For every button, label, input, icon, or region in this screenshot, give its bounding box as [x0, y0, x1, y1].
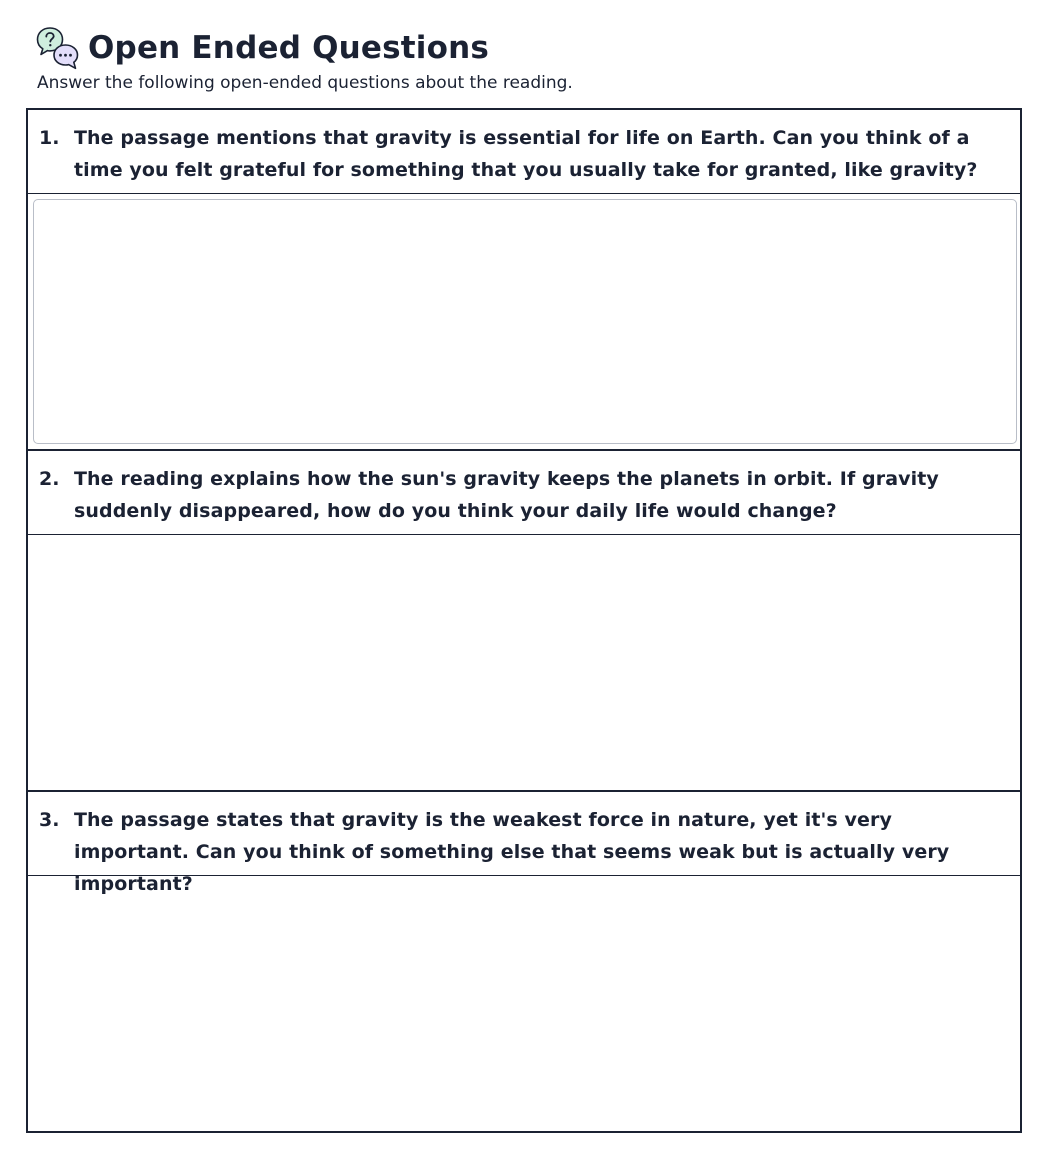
question-header [28, 110, 1020, 194]
answer-input-3[interactable] [28, 876, 1020, 1131]
question-text: The reading explains how the sun's gravity keeps the planets in orbit. If gravity suddenly disappeared, how do you think your daily life would change? [74, 468, 939, 522]
question-3 [28, 792, 1020, 1133]
question-chat-icon [36, 26, 80, 70]
question-text: The passage states that gravity is the weakest force in nature, yet it's very important. Can you think of something else that seems weak but is actually very important? [74, 809, 950, 895]
question-header [28, 792, 1020, 895]
page-header [36, 26, 1016, 94]
question-text: The passage mentions that gravity is essential for life on Earth. Can you think of a time you felt grateful for something that you usually take for granted, like gravity? [74, 127, 978, 181]
question-number: 3. [39, 809, 60, 831]
question-header [28, 451, 1020, 535]
answer-area [28, 194, 1020, 449]
questions-table [26, 108, 1022, 1133]
question-number: 1. [39, 127, 60, 149]
question-1 [28, 110, 1020, 451]
question-2 [28, 451, 1020, 792]
answer-input-2[interactable] [28, 535, 1020, 790]
page-title: Open Ended Questions [88, 30, 490, 66]
page-subtitle: Answer the following open-ended questions about the reading. [37, 73, 573, 93]
answer-input-1[interactable] [33, 199, 1017, 444]
title-row [36, 26, 1016, 70]
question-number: 2. [39, 468, 60, 490]
